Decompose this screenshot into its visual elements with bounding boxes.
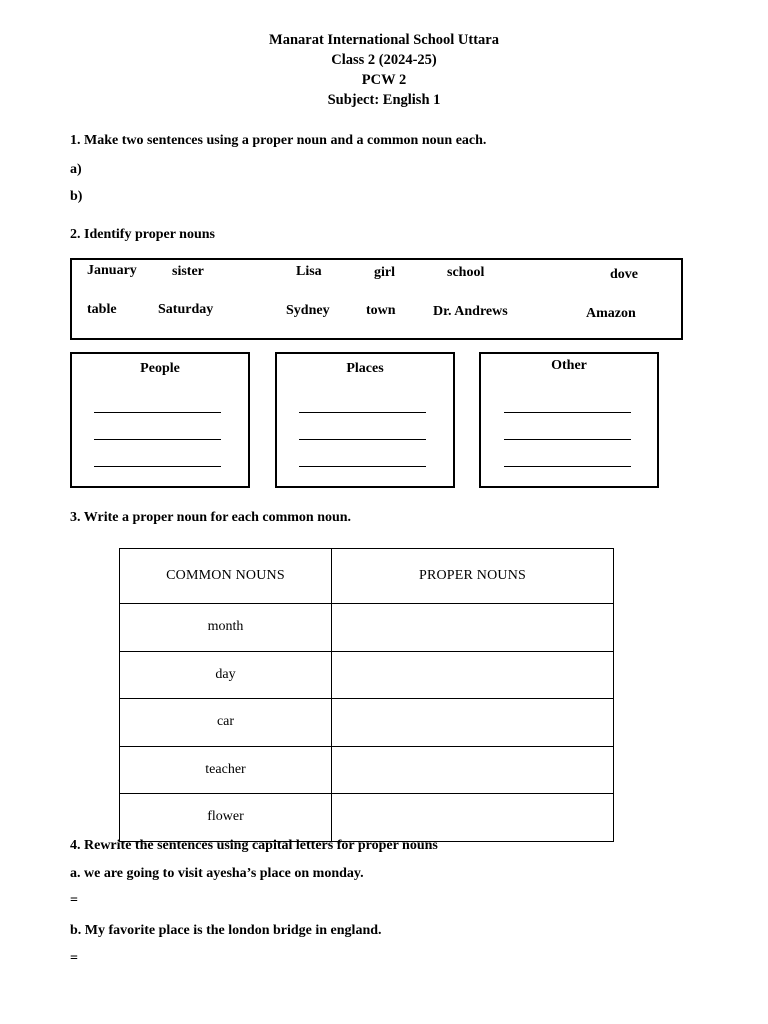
table-row — [120, 794, 614, 842]
table-row — [120, 604, 614, 652]
answer-line[interactable] — [299, 466, 426, 467]
category-box-other — [479, 352, 659, 488]
proper-noun-answer-cell[interactable] — [332, 794, 614, 842]
category-box-places — [275, 352, 455, 488]
answer-line[interactable] — [94, 439, 221, 440]
q4-answer-a[interactable]: = — [70, 893, 78, 908]
word-bank-item: dove — [610, 267, 638, 282]
pcw-label: PCW 2 — [361, 72, 407, 88]
word-bank-item: Saturday — [158, 302, 214, 317]
column-header-common: COMMON NOUNS — [120, 549, 332, 604]
proper-noun-answer-cell[interactable] — [332, 699, 614, 747]
answer-line[interactable] — [94, 466, 221, 467]
q3-prompt: 3. Write a proper noun for each common noun. — [70, 510, 352, 525]
school-name: Manarat International School Uttara — [269, 32, 499, 48]
answer-line[interactable] — [504, 439, 631, 440]
proper-noun-answer-cell[interactable] — [332, 746, 614, 794]
common-noun-cell: car — [120, 699, 332, 747]
answer-line[interactable] — [504, 466, 631, 467]
q1-prompt: 1. Make two sentences using a proper noun and a common noun each. — [70, 133, 487, 148]
q4-prompt: 4. Rewrite the sentences using capital letters for proper nouns — [70, 838, 438, 853]
table-row — [120, 699, 614, 747]
common-noun-cell: flower — [120, 794, 332, 842]
category-title: Places — [346, 361, 384, 376]
word-bank-item: sister — [172, 264, 204, 279]
subject-label: Subject: English 1 — [327, 92, 441, 108]
word-bank-item: girl — [374, 265, 395, 280]
q1-b-label: b) — [70, 189, 83, 204]
category-title: People — [140, 361, 180, 376]
category-box-people — [70, 352, 250, 488]
q4-sentence-b: b. My favorite place is the london bridge in england. — [70, 923, 382, 938]
common-noun-cell: day — [120, 651, 332, 699]
q4-sentence-a: a. we are going to visit ayesha’s place on monday. — [70, 866, 364, 881]
word-bank-box — [70, 258, 683, 340]
word-bank-item: table — [87, 302, 117, 317]
answer-line[interactable] — [504, 412, 631, 413]
word-bank-item: town — [366, 303, 396, 318]
common-noun-cell: month — [120, 604, 332, 652]
answer-line[interactable] — [299, 412, 426, 413]
word-bank-item: Amazon — [586, 306, 636, 321]
noun-table — [119, 548, 614, 842]
word-bank-item: Dr. Andrews — [433, 304, 508, 319]
word-bank-item: Lisa — [296, 264, 322, 279]
answer-line[interactable] — [299, 439, 426, 440]
word-bank-item: school — [447, 265, 485, 280]
word-bank-item: January — [87, 263, 137, 278]
column-header-proper: PROPER NOUNS — [332, 549, 614, 604]
class-label: Class 2 (2024-25) — [331, 52, 437, 68]
q1-a-label: a) — [70, 162, 82, 177]
table-row — [120, 651, 614, 699]
answer-line[interactable] — [94, 412, 221, 413]
q2-prompt: 2. Identify proper nouns — [70, 227, 215, 242]
proper-noun-answer-cell[interactable] — [332, 604, 614, 652]
proper-noun-answer-cell[interactable] — [332, 651, 614, 699]
category-title: Other — [551, 358, 587, 373]
q4-answer-b[interactable]: = — [70, 951, 78, 966]
table-row — [120, 746, 614, 794]
word-bank-item: Sydney — [286, 303, 330, 318]
common-noun-cell: teacher — [120, 746, 332, 794]
